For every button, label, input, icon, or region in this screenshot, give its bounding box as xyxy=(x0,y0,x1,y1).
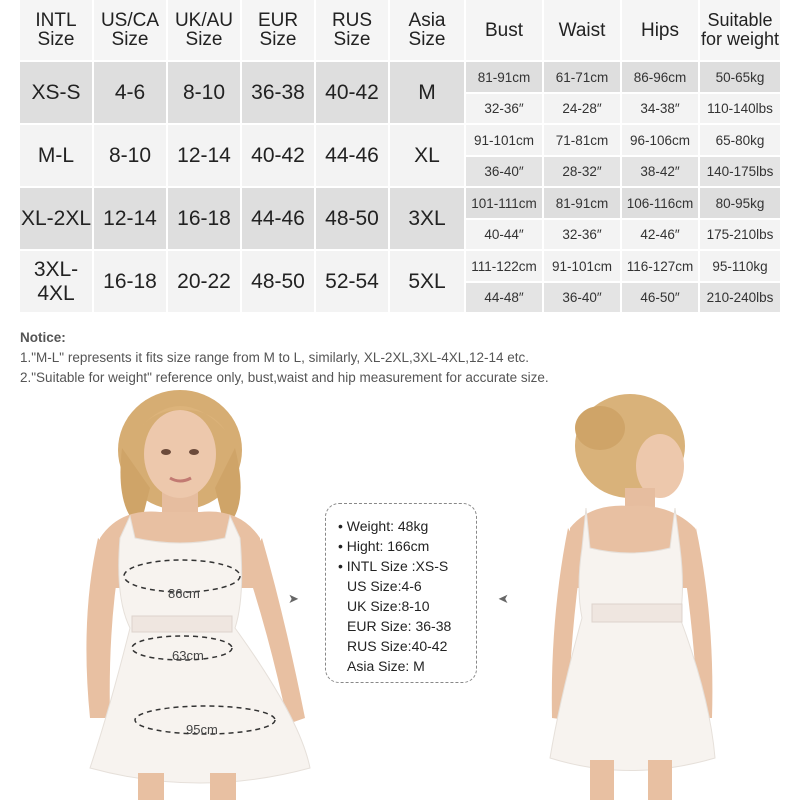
hips-measure-label: 95cm xyxy=(186,722,218,737)
header-asia-size: Asia Size xyxy=(390,0,466,62)
measure-group xyxy=(466,188,780,251)
cell-us: 12-14 xyxy=(94,188,168,251)
cell-weight-lbs: 210-240lbs xyxy=(700,283,780,314)
model-us-size: US Size:4-6 xyxy=(347,578,422,594)
cell-intl: 3XL-4XL xyxy=(20,251,94,314)
model-uk-size: UK Size:8-10 xyxy=(347,598,430,614)
cell-uk: 20-22 xyxy=(168,251,242,314)
cell-rus: 48-50 xyxy=(316,188,390,251)
model-front-illustration xyxy=(60,388,350,800)
cell-asia: 3XL xyxy=(390,188,466,251)
header-eur-size: EUR Size xyxy=(242,0,316,62)
cell-hips-cm: 116-127cm xyxy=(622,251,700,283)
cell-weight-kg: 65-80kg xyxy=(700,125,780,157)
cell-us: 8-10 xyxy=(94,125,168,188)
cell-hips-in: 34-38″ xyxy=(622,94,700,125)
imperial-row xyxy=(466,283,780,314)
model-back-photo xyxy=(520,388,740,800)
cell-waist-in: 28-32″ xyxy=(544,157,622,188)
cell-hips-cm: 86-96cm xyxy=(622,62,700,94)
cell-weight-lbs: 175-210lbs xyxy=(700,220,780,251)
header-uk-size: UK/AU Size xyxy=(168,0,242,62)
cell-uk: 8-10 xyxy=(168,62,242,125)
bust-measure-label: 86cm xyxy=(168,586,200,601)
imperial-row xyxy=(466,157,780,188)
cell-weight-lbs: 110-140lbs xyxy=(700,94,780,125)
cell-us: 16-18 xyxy=(94,251,168,314)
cell-rus: 44-46 xyxy=(316,125,390,188)
header-bust: Bust xyxy=(466,0,544,62)
model-front-photo xyxy=(60,388,350,800)
cell-hips-in: 38-42″ xyxy=(622,157,700,188)
model-eur-size: EUR Size: 36-38 xyxy=(347,618,452,634)
header-weight: Suitable for weight xyxy=(700,0,780,62)
size-row-xs-s xyxy=(20,62,780,125)
cell-eur: 40-42 xyxy=(242,125,316,188)
imperial-row xyxy=(466,220,780,251)
metric-row xyxy=(466,251,780,283)
cell-rus: 40-42 xyxy=(316,62,390,125)
cell-bust-in: 36-40″ xyxy=(466,157,544,188)
cell-waist-cm: 61-71cm xyxy=(544,62,622,94)
cell-waist-cm: 71-81cm xyxy=(544,125,622,157)
cell-weight-lbs: 140-175lbs xyxy=(700,157,780,188)
size-row-xl-2xl xyxy=(20,188,780,251)
cell-asia: 5XL xyxy=(390,251,466,314)
cell-hips-cm: 96-106cm xyxy=(622,125,700,157)
header-us-size: US/CA Size xyxy=(94,0,168,62)
cell-uk: 12-14 xyxy=(168,125,242,188)
measure-group xyxy=(466,251,780,314)
cell-weight-kg: 80-95kg xyxy=(700,188,780,220)
model-rus-size: RUS Size:40-42 xyxy=(347,638,448,654)
cell-waist-cm: 91-101cm xyxy=(544,251,622,283)
size-row-3xl-4xl xyxy=(20,251,780,314)
header-hips: Hips xyxy=(622,0,700,62)
model-back-illustration xyxy=(520,388,740,800)
metric-row xyxy=(466,62,780,94)
cell-intl: M-L xyxy=(20,125,94,188)
model-weight: • Weight: 48kg xyxy=(338,518,429,534)
cell-hips-in: 46-50″ xyxy=(622,283,700,314)
arrow-right-icon: ➤ xyxy=(288,591,299,606)
size-row-m-l xyxy=(20,125,780,188)
cell-eur: 44-46 xyxy=(242,188,316,251)
cell-bust-cm: 91-101cm xyxy=(466,125,544,157)
cell-weight-kg: 95-110kg xyxy=(700,251,780,283)
cell-us: 4-6 xyxy=(94,62,168,125)
cell-eur: 48-50 xyxy=(242,251,316,314)
cell-intl: XL-2XL xyxy=(20,188,94,251)
cell-weight-kg: 50-65kg xyxy=(700,62,780,94)
cell-eur: 36-38 xyxy=(242,62,316,125)
cell-intl: XS-S xyxy=(20,62,94,125)
cell-bust-in: 32-36″ xyxy=(466,94,544,125)
table-header-row xyxy=(20,0,780,62)
notice-title: Notice: xyxy=(20,330,66,345)
cell-hips-in: 42-46″ xyxy=(622,220,700,251)
measure-group xyxy=(466,125,780,188)
cell-uk: 16-18 xyxy=(168,188,242,251)
measure-group xyxy=(466,62,780,125)
header-intl-size: INTL Size xyxy=(20,0,94,62)
size-chart-table xyxy=(20,0,780,314)
cell-rus: 52-54 xyxy=(316,251,390,314)
notice-line-2: 2."Suitable for weight" reference only, bust,waist and hip measurement for accurate size. xyxy=(20,370,549,385)
notice-line-1: 1."M-L" represents it fits size range from M to L, similarly, XL-2XL,3XL-4XL,12-14 etc. xyxy=(20,350,530,365)
waist-measure-label: 63cm xyxy=(172,648,204,663)
cell-bust-in: 44-48″ xyxy=(466,283,544,314)
header-waist: Waist xyxy=(544,0,622,62)
model-height: • Hight: 166cm xyxy=(338,538,430,554)
cell-bust-cm: 81-91cm xyxy=(466,62,544,94)
cell-waist-in: 24-28″ xyxy=(544,94,622,125)
imperial-row xyxy=(466,94,780,125)
cell-hips-cm: 106-116cm xyxy=(622,188,700,220)
metric-row xyxy=(466,188,780,220)
notice-section xyxy=(20,328,780,388)
cell-waist-in: 32-36″ xyxy=(544,220,622,251)
cell-waist-cm: 81-91cm xyxy=(544,188,622,220)
arrow-left-icon: ➤ xyxy=(498,591,509,606)
cell-bust-cm: 101-111cm xyxy=(466,188,544,220)
model-asia-size: Asia Size: M xyxy=(347,658,425,674)
cell-waist-in: 36-40″ xyxy=(544,283,622,314)
header-rus-size: RUS Size xyxy=(316,0,390,62)
model-intl-size: • INTL Size :XS-S xyxy=(338,558,449,574)
cell-asia: M xyxy=(390,62,466,125)
cell-asia: XL xyxy=(390,125,466,188)
cell-bust-cm: 111-122cm xyxy=(466,251,544,283)
cell-bust-in: 40-44″ xyxy=(466,220,544,251)
metric-row xyxy=(466,125,780,157)
model-info-box xyxy=(325,503,477,683)
